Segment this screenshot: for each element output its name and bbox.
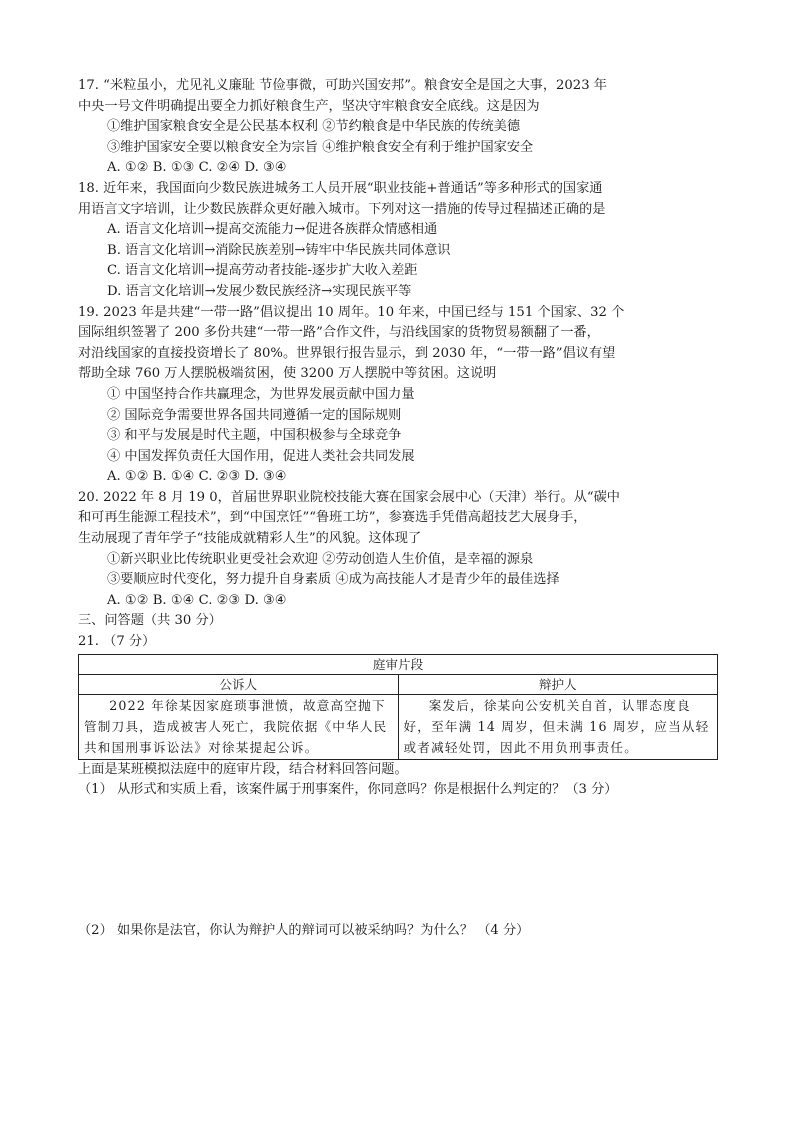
q20-stem-line2: 和可再生能源工程技术”，到“中国烹饪”“鲁班工坊”，参赛选手凭借高超技艺大展身手， [78,510,587,526]
q20-choices: A. ①② B. ①④ C. ②③ D. ③④ [107,592,287,608]
q19-stem-line3: 对沿线国家的直接投资增长了 80%。世界银行报告显示，到 2030 年，“一带一路”倡议有望 [78,345,616,361]
q21-sub-question-1: （1） 从形式和实质上看，该案件属于刑事案件，你同意吗？你是根据什么判定的？（3 分） [78,782,618,798]
answer-space-1[interactable] [78,801,723,921]
q21-number: 21. （7 分） [78,634,156,650]
table-title: 庭审片段 [79,654,718,674]
q17-options-12: ①维护国家粮食安全是公民基本权利 ②节约粮食是中华民族的传统美德 [107,119,521,135]
defender-header: 辩护人 [398,674,718,694]
question-20 [78,488,723,612]
q18-stem-line2: 用语言文字培训，让少数民族群众更好融入城市。下列对这一措施的传导过程描述正确的是 [78,201,606,217]
q17-choices: A. ①② B. ①③ C. ②④ D. ③④ [107,160,287,176]
q17-options-34: ③维护国家安全要以粮食安全为宗旨 ④维护粮食安全有利于维护国家安全 [107,139,534,155]
q20-options-34: ③要顺应时代变化，努力提升自身素质 ④成为高技能人才是青少年的最佳选择 [107,572,560,588]
q19-stem-line1: 19. 2023 年是共建“一带一路”倡议提出 10 周年。10 年来，中国已经与 151 个国家、32 个 [78,304,625,320]
q19-statement-2: ② 国际竞争需要世界各国共同遵循一定的国际规则 [107,407,402,423]
q18-option-b: B. 语言文化培训→消除民族差别→铸牢中华民族共同体意识 [107,242,451,258]
q19-statement-4: ④ 中国发挥负责任大国作用，促进人类社会共同发展 [107,448,415,464]
q17-stem-line1: 17. “米粒虽小，尤见礼义廉耻 节俭事微，可助兴国安邦”。粮食安全是国之大事，2023 年 [78,78,607,93]
q19-stem-line4: 帮助全球 760 万人摆脱极端贫困，使 3200 万人摆脱中等贫困。这说明 [78,366,497,382]
question-18 [78,179,723,303]
question-21 [78,632,723,1092]
q19-statement-1: ① 中国坚持合作共赢理念，为世界发展贡献中国力量 [107,386,415,402]
q18-option-c: C. 语言文化培训→提高劳动者技能-逐步扩大收入差距 [107,263,418,279]
q19-statement-3: ③ 和平与发展是时代主题，中国积极参与全球竞争 [107,428,402,444]
defender-statement: 案发后，徐某向公安机关自首，认罪态度良好，至年满 14 周岁，但未满 16 周岁，应当从轻或者减轻处罚，因此不用负刑事责任。 [398,694,718,759]
q19-choices: A. ①② B. ①④ C. ②③ D. ③④ [107,469,287,485]
q20-stem-line3: 生动展现了青年学子“技能成就精彩人生”的风貌。这体现了 [78,531,422,547]
section-heading: 三、问答题（共 30 分） [78,613,222,629]
q18-option-d: D. 语言文化培训→发展少数民族经济→实现民族平等 [107,283,412,299]
q21-intro: 上面是某班模拟法庭中的庭审片段，结合材料回答问题。 [78,761,408,777]
exam-page [78,76,723,1092]
court-excerpt-table [78,654,718,760]
prosecutor-header: 公诉人 [79,674,399,694]
q18-stem-line1: 18. 近年来，我国面向少数民族进城务工人员开展“职业技能+普通话”等多种形式的国家通 [78,180,603,196]
q18-option-a: A. 语言文化培训→提高交流能力→促进各族群众情感相通 [107,222,438,238]
q19-stem-line2: 国际组织签署了 200 多份共建“一带一路”合作文件，与沿线国家的货物贸易额翻了一番， [78,325,600,341]
question-19 [78,303,723,488]
answer-space-2[interactable] [78,942,723,1092]
question-17 [78,76,723,179]
q20-options-12: ①新兴职业比传统职业更受社会欢迎 ②劳动创造人生价值，是幸福的源泉 [107,551,534,567]
prosecutor-statement: 2022 年徐某因家庭琐事泄愤，故意高空抛下管制刀具，造成被害人死亡，我院依据《中华人民共和国刑事诉讼法》对徐某提起公诉。 [79,694,399,759]
q21-sub-question-2: （2） 如果你是法官，你认为辩护人的辩词可以被采纳吗？为什么？ （4 分） [78,923,530,939]
q20-stem-line1: 20. 2022 年 8 月 19 0，首届世界职业院校技能大赛在国家会展中心（天津）举行。从“碳中 [78,489,620,505]
q17-stem-line2: 中央一号文件明确提出要全力抓好粮食生产，坚决守牢粮食安全底线。这是因为 [78,98,540,114]
